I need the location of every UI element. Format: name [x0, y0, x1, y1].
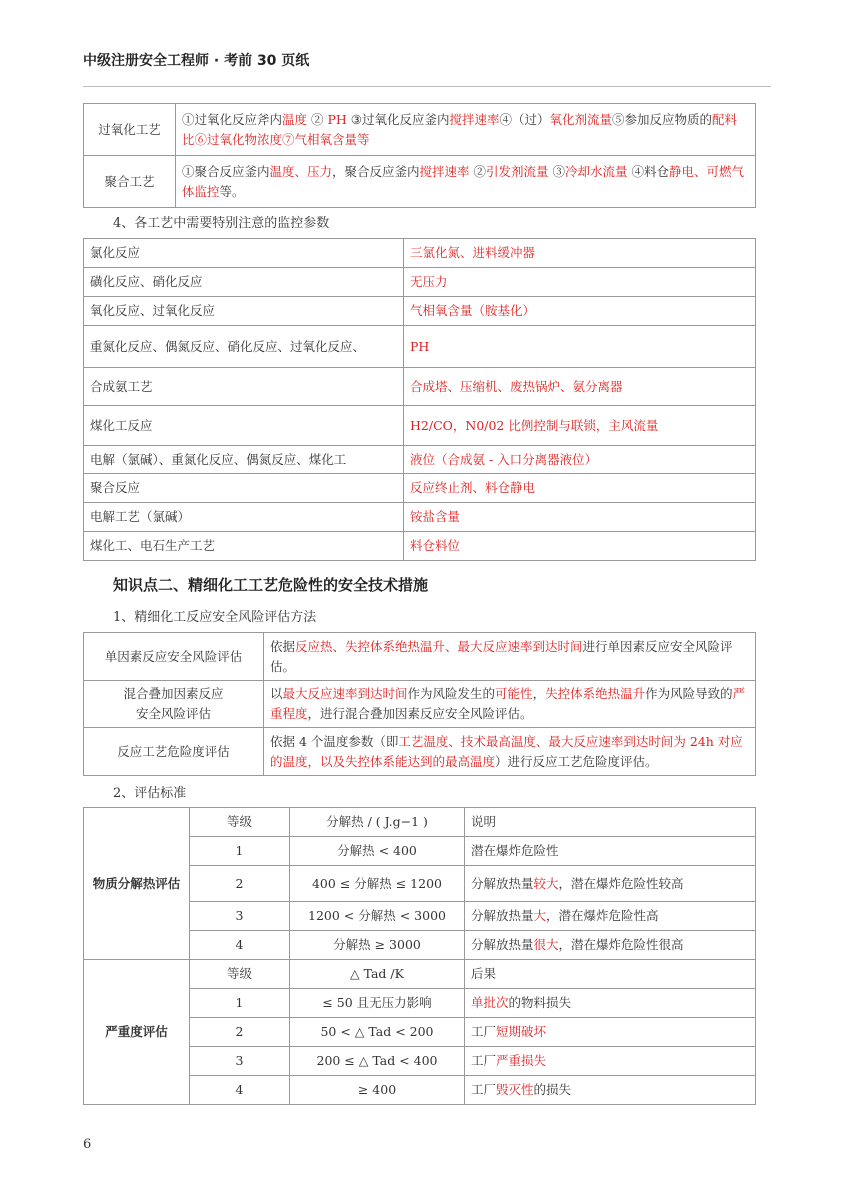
range-cell: ≥ 400: [290, 1076, 465, 1105]
section-4-title: 4、各工艺中需要特别注意的监控参数: [113, 216, 330, 231]
assessment-standards-table: [83, 807, 756, 1105]
parameter-cell: 反应终止剂、料仓静电: [404, 474, 756, 503]
table-row: [84, 156, 756, 208]
column-header-cell: 等级: [190, 960, 290, 989]
level-cell: 2: [190, 1018, 290, 1047]
text-segment: ③过氧化反应釜内: [346, 111, 450, 127]
process-cell: 电解（氯碱）、重氮化反应、偶氮反应、煤化工: [84, 446, 404, 474]
description-cell: [465, 1076, 756, 1105]
column-header-cell: 分解热 / ( J.g−1 ): [290, 808, 465, 837]
range-cell: 分解热 < 400: [290, 837, 465, 866]
table-row: [84, 239, 756, 268]
text-segment: 的损失: [533, 1082, 572, 1097]
table-row: [84, 368, 756, 406]
text-segment: 工厂: [471, 1024, 497, 1039]
text-segment: ，潜在爆炸危险性高: [546, 908, 659, 923]
text-segment: 作为风险导致的: [645, 686, 733, 701]
table-row: [84, 474, 756, 503]
highlight-text: 静电、可燃气体监控: [182, 163, 745, 199]
process-monitoring-table: [83, 103, 756, 208]
level-cell: 4: [190, 1076, 290, 1105]
process-cell: 氯化反应: [84, 239, 404, 268]
text-segment: 分解放热量: [471, 908, 534, 923]
level-cell: 3: [190, 902, 290, 931]
method-name-line: 单因素反应安全风险评估: [104, 648, 243, 664]
method-description-cell: [264, 633, 756, 681]
parameter-cell: 铵盐含量: [404, 503, 756, 532]
level-cell: 3: [190, 1047, 290, 1076]
text-segment: ①过氧化反应斧内: [182, 111, 283, 127]
highlight-text: 可能性: [495, 686, 533, 701]
method-name-cell: [84, 633, 264, 681]
table-row: [84, 406, 756, 446]
method-description-cell: [264, 728, 756, 776]
table-row: [84, 446, 756, 474]
process-cell: 聚合反应: [84, 474, 404, 503]
method-description-cell: [264, 681, 756, 728]
highlight-text: 冷却水流量: [565, 163, 628, 179]
parameter-cell: H2/CO，N0/02 比例控制与联锁，主风流量: [404, 406, 756, 446]
text-segment: 依据 4 个温度参数（即: [270, 733, 399, 749]
header-divider: [83, 86, 771, 87]
level-cell: 1: [190, 837, 290, 866]
text-segment: 分解放热量: [471, 937, 534, 952]
highlight-text: 氧化剂流量: [549, 111, 613, 127]
parameter-cell: 液位（合成氨 - 入口分离器液位）: [404, 446, 756, 474]
text-segment: ，: [532, 686, 546, 701]
monitoring-content-cell: [176, 156, 756, 208]
process-cell: 氧化反应、过氧化反应: [84, 297, 404, 326]
column-header-cell: 后果: [465, 960, 756, 989]
parameter-cell: PH: [404, 326, 756, 368]
text-segment: 潜在爆炸危险性: [471, 843, 559, 858]
highlight-text: 温度: [282, 111, 308, 127]
text-segment: 分解放热量: [471, 875, 534, 891]
parameter-cell: 合成塔、压缩机、废热锅炉、氨分离器: [404, 368, 756, 406]
highlight-text: 最大反应速率到达时间: [282, 686, 408, 701]
table-row: [84, 728, 756, 776]
highlight-text: 搅拌速率: [449, 111, 500, 127]
column-header-cell: 等级: [190, 808, 290, 837]
range-cell: 50 < △ Tad < 200: [290, 1018, 465, 1047]
method-name-cell: [84, 728, 264, 776]
process-name-cell: 聚合工艺: [84, 156, 176, 208]
level-cell: 4: [190, 931, 290, 960]
process-cell: 煤化工反应: [84, 406, 404, 446]
highlight-text: PH: [327, 111, 347, 127]
highlight-text: 毁灭性: [496, 1082, 534, 1097]
text-segment: ）进行反应工艺危险度评估。: [495, 753, 658, 769]
group-label-cell: 物质分解热评估: [84, 808, 190, 960]
table-row: [84, 633, 756, 681]
highlight-text: 工艺温度、技术最高温度、最大反应速率到达时间为 24h 对应的温度，以及失控体系能达到的最高温度: [270, 733, 743, 769]
text-segment: ，潜在爆炸危险性较高: [558, 875, 684, 891]
text-segment: 工厂: [471, 1053, 497, 1068]
parameter-cell: 料仓料位: [404, 532, 756, 561]
description-cell: [465, 931, 756, 960]
text-segment: 依据: [270, 638, 296, 654]
text-segment: ，潜在爆炸危险性很高: [558, 937, 684, 952]
highlight-text: 单批次: [471, 995, 509, 1010]
highlight-text: 搅拌速率: [419, 163, 470, 179]
page-header-title: 中级注册安全工程师 · 考前 30 页纸: [83, 53, 310, 69]
level-cell: 1: [190, 989, 290, 1018]
section-2-title: 2、评估标准: [113, 786, 187, 801]
text-segment: ①聚合反应釜内: [182, 163, 270, 179]
highlight-text: 很大: [533, 937, 559, 952]
highlight-text: 温度、压力: [269, 163, 333, 179]
process-cell: 重氮化反应、偶氮反应、硝化反应、过氧化反应、: [84, 326, 404, 368]
method-name-cell: [84, 681, 264, 728]
highlight-text: 反应热、失控体系绝热温升、最大反应速率到达时间: [295, 638, 583, 654]
text-segment: 的物料损失: [508, 995, 572, 1010]
group-label-cell: 严重度评估: [84, 960, 190, 1105]
description-cell: [465, 989, 756, 1018]
description-cell: [465, 1018, 756, 1047]
range-cell: 400 ≤ 分解热 ≤ 1200: [290, 866, 465, 902]
section-1-title: 1、精细化工反应安全风险评估方法: [113, 610, 317, 625]
text-segment: ②: [307, 111, 328, 127]
text-segment: 以: [270, 686, 283, 701]
process-cell: 煤化工、电石生产工艺: [84, 532, 404, 561]
process-cell: 电解工艺（氯碱）: [84, 503, 404, 532]
table-row: [84, 681, 756, 728]
page-number: 6: [83, 1137, 92, 1152]
level-cell: 2: [190, 866, 290, 902]
parameter-cell: 三氯化氮、进料缓冲器: [404, 239, 756, 268]
description-cell: [465, 837, 756, 866]
method-name-line: 混合叠加因素反应: [123, 686, 224, 701]
table-row: [84, 503, 756, 532]
highlight-text: 大: [533, 908, 547, 923]
highlight-text: 短期破坏: [496, 1024, 547, 1039]
parameter-cell: 无压力: [404, 268, 756, 297]
column-header-cell: △ Tad /K: [290, 960, 465, 989]
process-cell: 合成氨工艺: [84, 368, 404, 406]
process-name-cell: 过氧化工艺: [84, 104, 176, 156]
text-segment: 作为风险发生的: [407, 686, 496, 701]
range-cell: 200 ≤ △ Tad < 400: [290, 1047, 465, 1076]
range-cell: 1200 < 分解热 < 3000: [290, 902, 465, 931]
parameter-cell: 气相氧含量（胺基化）: [404, 297, 756, 326]
risk-assessment-methods-table: [83, 632, 756, 776]
header-row: [84, 808, 756, 837]
highlight-text: 较大: [533, 875, 559, 891]
method-name-line: 反应工艺危险度评估: [117, 743, 230, 759]
text-segment: ，聚合反应釜内: [332, 163, 420, 179]
monitoring-parameters-table: [83, 238, 756, 561]
text-segment: 进行单因素反应安全风险评估。: [270, 638, 733, 674]
monitoring-content-cell: [176, 104, 756, 156]
text-segment: 工厂: [471, 1082, 497, 1097]
highlight-text: 引发剂流量: [486, 163, 549, 179]
range-cell: ≤ 50 且无压力影响: [290, 989, 465, 1018]
table-row: [84, 532, 756, 561]
table-row: [84, 326, 756, 368]
knowledge-point-title: 知识点二、精细化工工艺危险性的安全技术措施: [113, 576, 429, 594]
header-row: [84, 960, 756, 989]
text-segment: ，进行混合叠加因素反应安全风险评估。: [307, 706, 533, 721]
description-cell: [465, 1047, 756, 1076]
highlight-text: 严重程度: [270, 686, 746, 721]
table-row: [84, 297, 756, 326]
table-row: [84, 268, 756, 297]
highlight-text: 配料比⑥过氧化物浓度⑦气相氧含量等: [182, 111, 738, 147]
text-segment: ②: [469, 163, 487, 179]
highlight-text: 失控体系绝热温升: [545, 686, 646, 701]
highlight-text: 严重损失: [496, 1053, 547, 1068]
text-segment: ④（过）: [499, 111, 550, 127]
description-cell: [465, 866, 756, 902]
range-cell: 分解热 ≥ 3000: [290, 931, 465, 960]
column-header-cell: 说明: [465, 808, 756, 837]
text-segment: ③: [548, 163, 566, 179]
text-segment: 等。: [219, 183, 245, 199]
description-cell: [465, 902, 756, 931]
table-row: [84, 104, 756, 156]
method-name-line: 安全风险评估: [135, 706, 211, 721]
process-cell: 磺化反应、硝化反应: [84, 268, 404, 297]
text-segment: ⑤参加反应物质的: [612, 111, 713, 127]
text-segment: ④料仓: [627, 163, 670, 179]
